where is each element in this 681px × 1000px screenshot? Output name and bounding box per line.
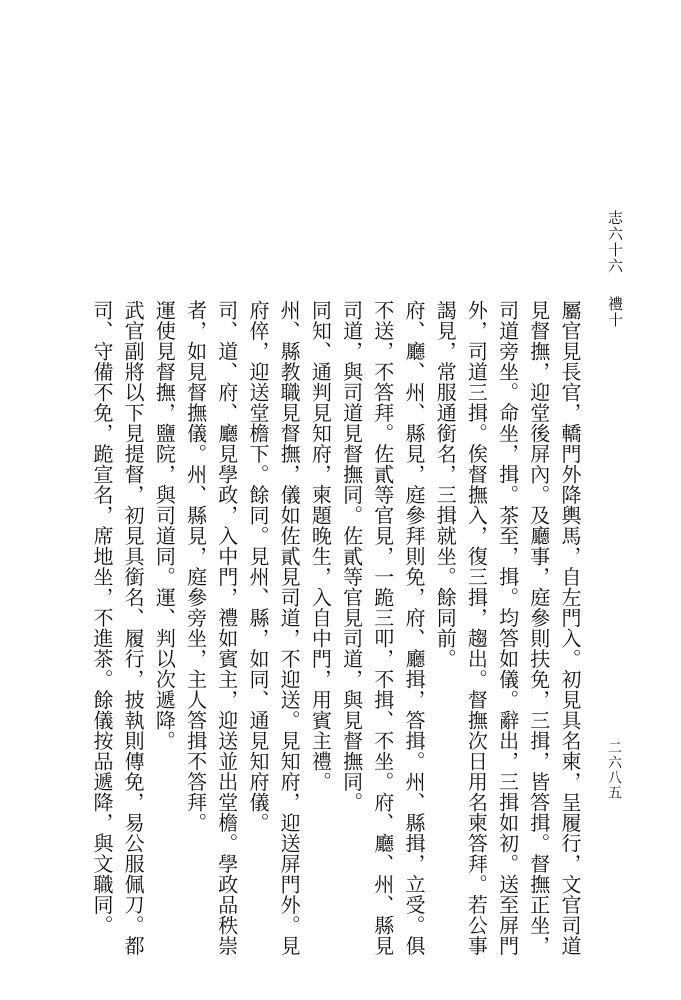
paragraph-salt-commissioner: 運使見督撫，鹽院，與司道同。運、判以次遞降。 bbox=[152, 300, 177, 751]
running-head-section: 禮十 bbox=[606, 296, 624, 328]
main-text bbox=[85, 300, 585, 960]
page-number: 二六八五 bbox=[606, 740, 622, 800]
paragraph-education-commissioner: 司、道、府、廳見學政，入中門，禮如賓主，迎送並出堂檐。學政品秩崇者，如見督撫儀。州、縣見，庭參旁坐，主人答揖不答拜。 bbox=[183, 300, 239, 956]
paragraph-prefecture-county: 府、廳、州、縣見，庭參拜則免，府、廳揖，答揖。州、縣揖，立受。俱不送，不答拜。佐貳等官見，一跪三叩，不揖、不坐。府、廳、州、縣見司道，與司道見督撫同。佐貳等官見司道，與見督撫同。 bbox=[339, 300, 426, 956]
paragraph-subordinate-officials: 屬官見長官，轎門外降輿馬，自左門入。初見具名柬，呈履行，文官司道見督撫，迎堂後屏內。及廳事，庭參則扶免，三揖，皆答揖。督撫正坐，司道旁坐。命坐，揖。茶至，揖。均答如儀。辭出，三揖如初。送至屏門外，司道三揖。俟督撫入，復三揖，趨出。督撫次日用名柬答拜。若公事謁見，常服通銜名，三揖就坐。餘同前。 bbox=[433, 300, 582, 956]
running-head bbox=[604, 210, 626, 340]
running-head-volume: 志六十六 bbox=[606, 210, 624, 274]
paragraph-military-officials: 武官副將以下見提督，初見具銜名、履行，披執則傳免，易公服佩刀。都司、守備不免，跪宣名，席地坐，不進茶。餘儀按品遞降，與文職同。 bbox=[89, 300, 146, 956]
paragraph-subprefect: 同知、通判見知府，柬題晚生，入自中門，用賓主禮。 bbox=[308, 300, 333, 792]
paragraph-education-officials: 州、縣教職見督撫，儀如佐貳見司道，不迎送。見知府，迎送屏門外。見府倅，迎送堂檐下。餘同。見州、縣，如同、通見知府儀。 bbox=[245, 300, 302, 956]
